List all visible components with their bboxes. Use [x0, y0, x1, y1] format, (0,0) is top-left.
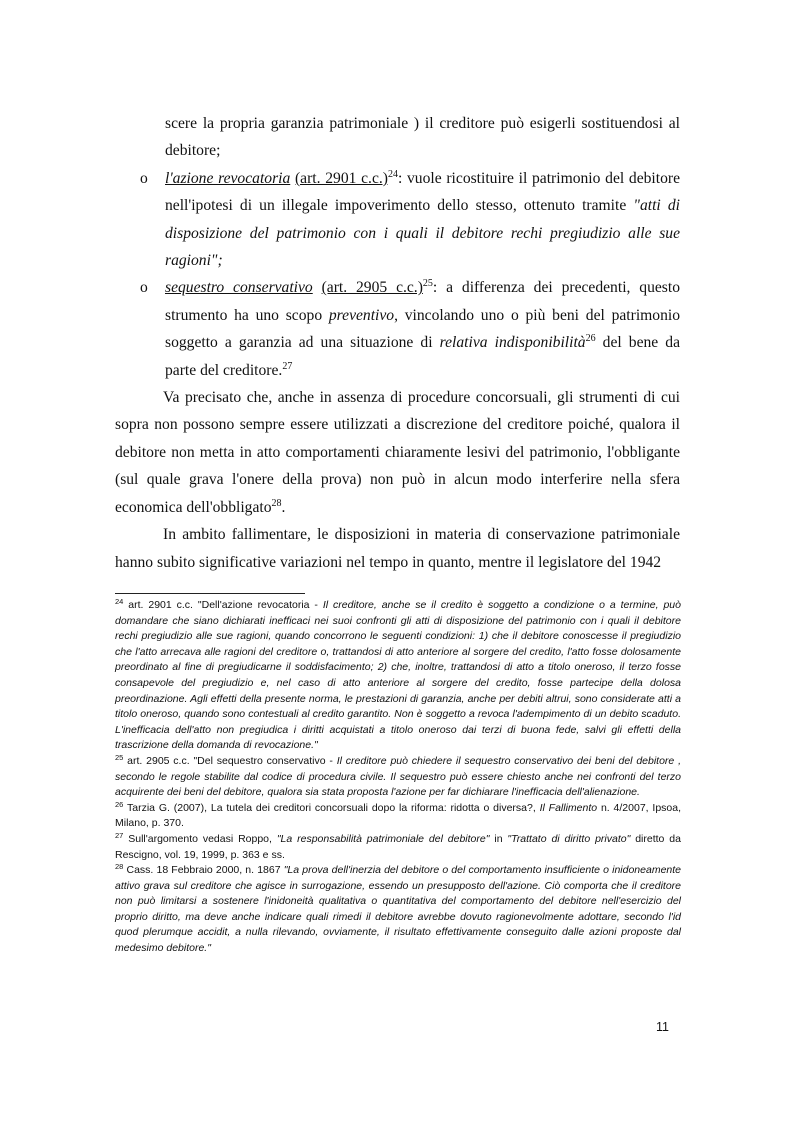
- continuation-paragraph: scere la propria garanzia patrimoniale ) il creditore può esigerli sostituendosi al debitore;: [165, 115, 680, 160]
- footnote-quote: "La prova dell'inerzia del debitore o del comportamento insufficiente o inidoneamente attivo grava sul creditore che agisce in surrogazione, essendo un presupposto dell'azione. Ciò comporta che il creditore non può limitarsi a sostenere l'inidoneità qualitativa o quantitativa del comportamento del debitore nell'esercizio del proprio diritto, ma deve anche indicare quali rimedi il debitore avrebbe dovuto ragionevolmente adottare, secondo l'id quod plerumque accidit, a nulla rilevando, ovviamente, il risultato effettivamente conseguito dalle azioni proposte dal medesimo debitore.": [115, 864, 682, 955]
- footnote-24: [115, 598, 681, 754]
- footnote-number: 27: [115, 830, 124, 840]
- footnote-separator: [115, 593, 305, 594]
- item-text: , vincolando uno o più beni del patrimonio soggetto a garanzia ad una situazione di: [165, 306, 681, 352]
- item-text: : a differenza dei precedenti, questo strumento ha uno scopo: [165, 279, 680, 324]
- term-sequestro-conservativo: sequestro conservativo: [165, 279, 313, 297]
- item-text: del bene da parte del creditore.: [165, 334, 680, 379]
- footnote-lead: Cass. 18 Febbraio 2000, n. 1867: [126, 864, 284, 877]
- footnotes: [115, 598, 681, 957]
- list-item-azione-revocatoria: [115, 165, 680, 275]
- footnote-lead: art. 2901 c.c. "Dell'azione revocatoria -: [128, 599, 323, 611]
- paragraph-va-precisato: [115, 384, 680, 521]
- footnote-journal: Il Fallimento: [539, 801, 598, 814]
- footnote-ref[interactable]: 24: [387, 168, 398, 180]
- paragraph-text: Va precisato che, anche in assenza di procedure concorsuali, gli strumenti di cui sopra non possono sempre essere utilizzati a discrezione del creditore poiché, qualora il debitore non metta in atto comportamenti chiaramente lesivi del patrimonio, l'obbligante (sul quale grava l'onere della prova) non può in alcun modo interferire nella sfera economica dell'obbligato: [115, 389, 680, 516]
- footnote-lead: Tarzia G. (2007), La tutela dei creditori concorsuali dopo la riforma: ridotta o diversa?,: [127, 801, 540, 814]
- term-azione-revocatoria: l'azione revocatoria: [165, 169, 291, 187]
- footnote-number: 24: [115, 597, 124, 606]
- footnote-ref[interactable]: 26: [585, 333, 596, 345]
- footnote-mid: in: [489, 832, 508, 845]
- footnote-treatise: "Trattato di diritto privato": [507, 832, 631, 845]
- footnote-number: 25: [115, 752, 124, 762]
- bullet-icon: o: [140, 279, 148, 297]
- footnote-ref[interactable]: 25: [422, 278, 433, 290]
- bullet-icon: o: [140, 169, 148, 187]
- paragraph-end: .: [281, 498, 286, 516]
- footnote-title: "La responsabilità patrimoniale del debitore": [276, 832, 490, 845]
- paragraph-ambito-fallimentare: In ambito fallimentare, le disposizioni in materia di conservazione patrimoniale hanno subito significative variazioni nel tempo in quanto, mentre il legislatore del 1942: [115, 526, 680, 571]
- list-item-sequestro-conservativo: [115, 274, 680, 384]
- footnote-tail: n. 4/2007, Ipsoa, Milano, p. 370.: [115, 801, 682, 830]
- footnote-quote: Il creditore può chiedere il sequestro conservativo dei beni del debitore , secondo le regole stabilite dal codice di procedura civile. Il sequestro può essere chiesto anche nei confronti del terzo acquirente dei beni del debitore, qualora sia stata proposta l'azione per far dichiarare l'inefficacia dell'alienazione.: [115, 754, 681, 799]
- footnote-25: [115, 754, 681, 801]
- footnote-27: [115, 832, 681, 863]
- footnote-26: [115, 801, 681, 832]
- footnote-ref[interactable]: 27: [282, 360, 293, 372]
- page-number: 11: [656, 1020, 669, 1034]
- footnote-tail: diretto da Rescigno, vol. 19, 1999, p. 363 e ss.: [115, 832, 681, 861]
- footnote-28: [115, 863, 681, 957]
- footnote-lead: art. 2905 c.c. "Del sequestro conservativo -: [127, 754, 337, 767]
- emphasis-indisponibilita: relativa indisponibilità: [439, 334, 586, 352]
- body-text: [115, 110, 680, 576]
- footnote-number: 28: [115, 862, 124, 872]
- item-text: : vuole ricostituire il patrimonio del debitore nell'ipotesi di un illegale impoverimento dello stesso, ottenuto tramite: [165, 169, 680, 215]
- footnote-lead: Sull'argomento vedasi Roppo,: [128, 832, 277, 845]
- footnote-number: 26: [115, 799, 124, 809]
- footnote-quote: Il creditore, anche se il credito è soggetto a condizione o a termine, può domandare che siano dichiarati inefficaci nei suoi confronti gli atti di disposizione del patrimonio con i quali il debitore rechi pregiudizio alle sue ragioni, quando concorrono le seguenti condizioni: 1) che il debitore conoscesse il pregiudizio che l'atto arrecava alle ragioni del creditore o, trattandosi di atto anteriore al sorgere del credito, l'atto fosse dolosamente preordinato al fine di pregiudicarne il soddisfacimento; 2) che, inoltre, trattandosi di atto a titolo oneroso, il terzo fosse consapevole del pregiudizio e, nel caso di atto anteriore al sorgere del credito, fosse partecipe della dolosa preordinazione. Agli effetti della presente norma, le prestazioni di garanzia, anche per debiti altrui, sono considerate atti a titolo oneroso, quando sono contestuali al credito garantito. Non è soggetto a revoca l'adempimento di un debito scaduto. L'inefficacia dell'atto non pregiudica i diritti acquistati a titolo oneroso dai terzi di buona fede, salvi gli effetti della trascrizione della domanda di revocazione.": [115, 599, 681, 752]
- article-ref: (art. 2901 c.c.): [294, 169, 388, 187]
- emphasis-preventivo: preventivo: [328, 306, 395, 324]
- footnote-ref[interactable]: 28: [271, 497, 282, 509]
- article-ref: (art. 2905 c.c.): [321, 279, 423, 297]
- item-quote: "atti di disposizione del patrimonio con i quali il debitore rechi pregiudizio alle sue ragioni";: [165, 197, 680, 270]
